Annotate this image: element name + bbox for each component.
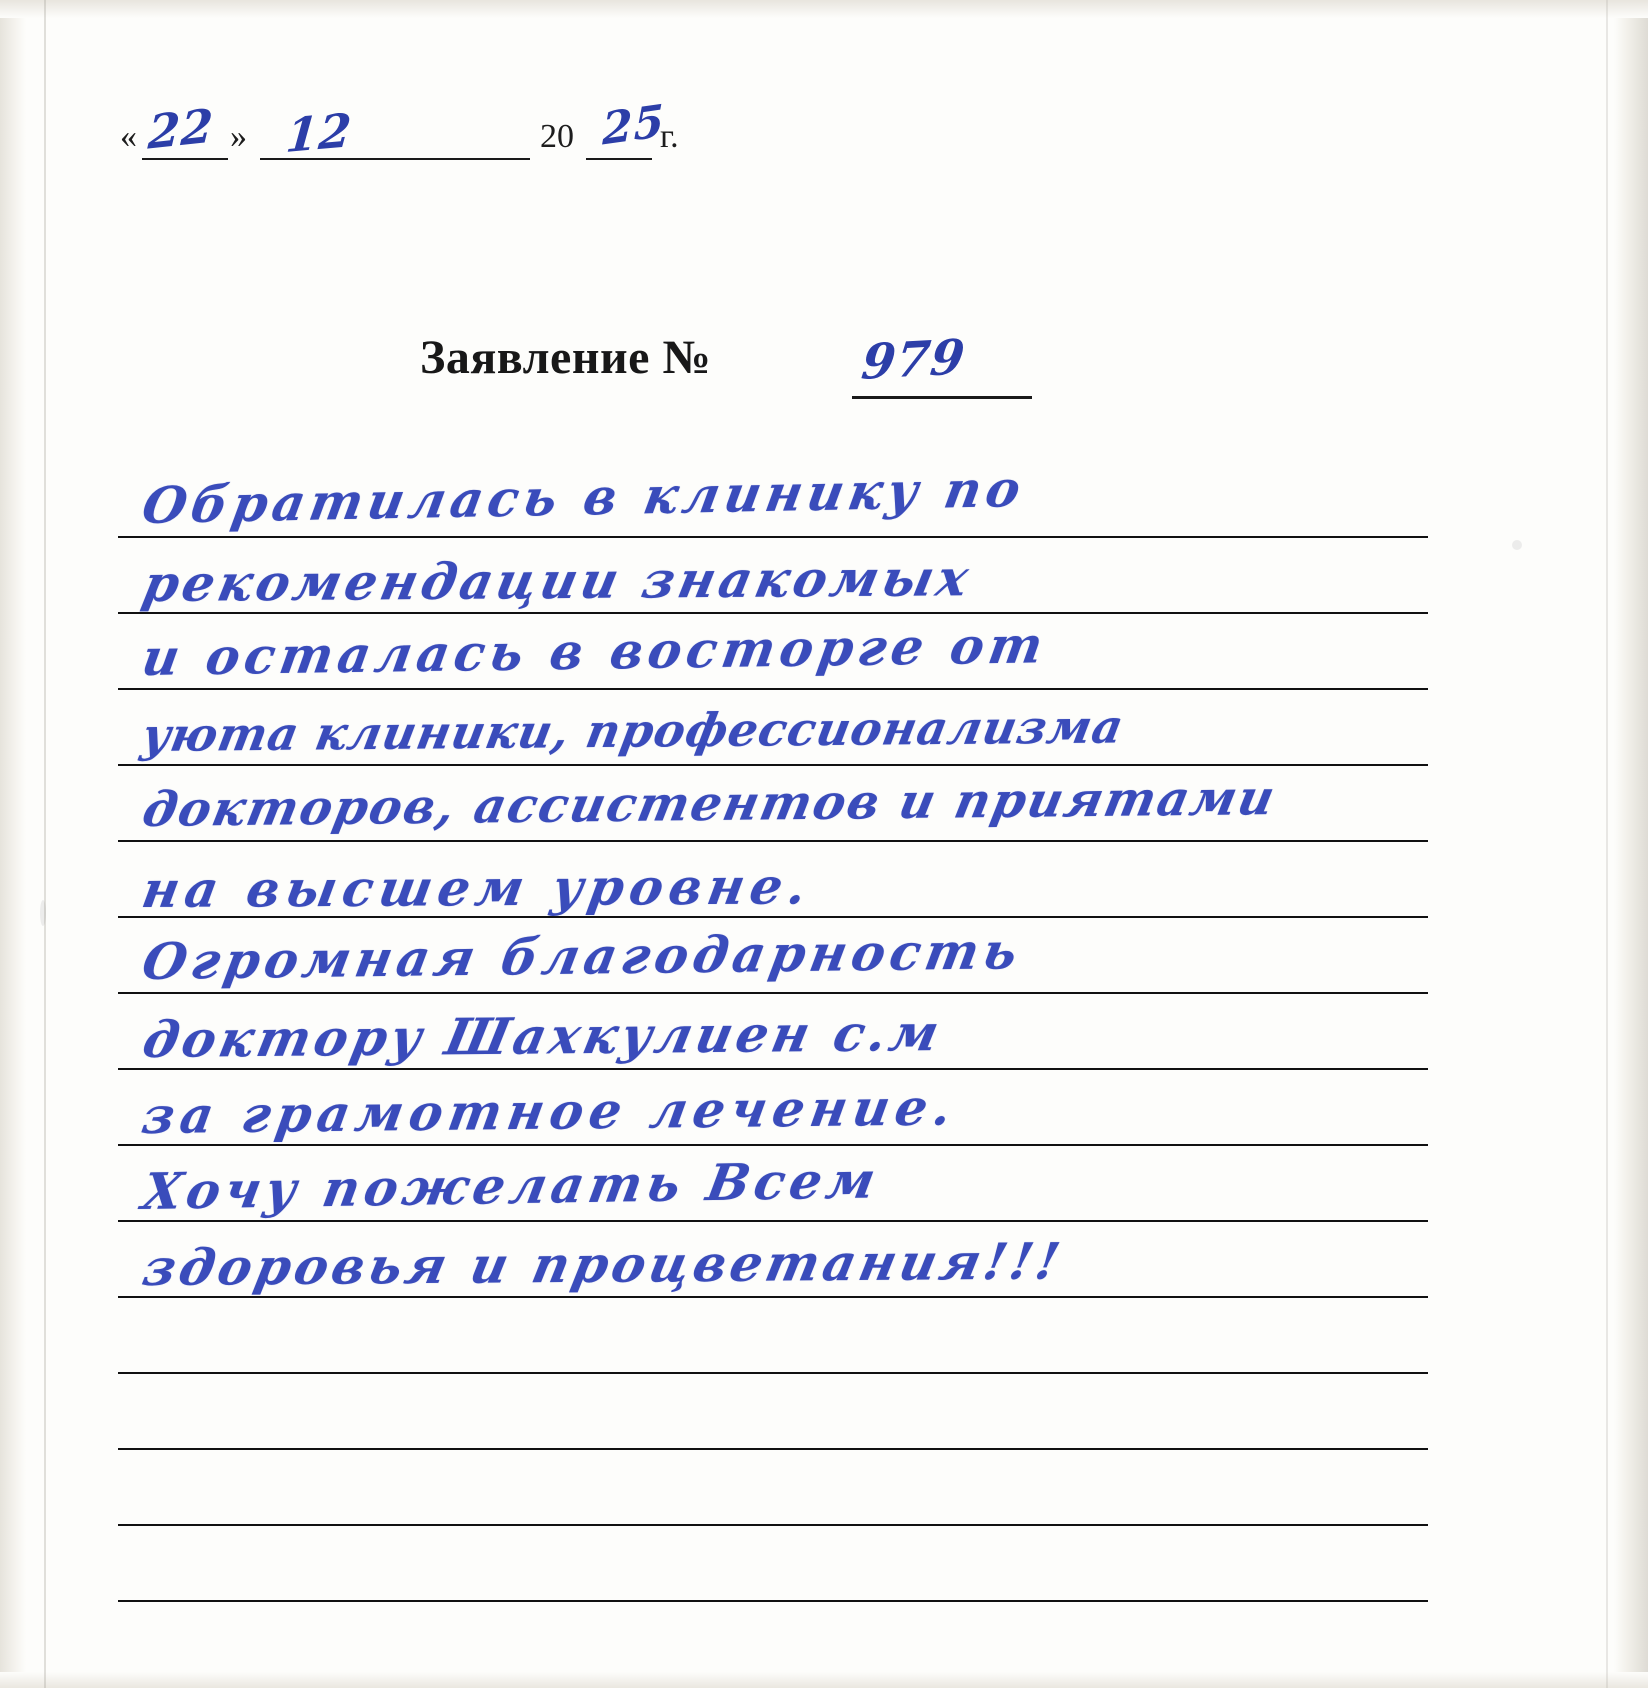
date-day-value: 22 [146, 98, 216, 160]
date-quote-open: « [120, 118, 137, 155]
page-edge-top [0, 0, 1648, 18]
rule-line [118, 688, 1428, 690]
page-edge-right [1614, 0, 1648, 1688]
rule-line-empty [118, 1524, 1428, 1526]
paper-mark [40, 900, 46, 926]
paper-mark [1512, 540, 1522, 550]
date-line [120, 96, 820, 166]
date-month-value: 12 [283, 102, 355, 164]
handwritten-line: рекомендации знакомых [138, 548, 978, 613]
page-edge-bottom [0, 1672, 1648, 1688]
rule-line [118, 1220, 1428, 1222]
handwritten-line: и осталась в восторге от [138, 615, 1052, 687]
date-year-rule [586, 158, 652, 160]
rule-line [118, 536, 1428, 538]
statement-number-value: 979 [858, 329, 969, 391]
date-suffix-label: г. [660, 118, 679, 155]
page-title: Заявление № [420, 331, 712, 384]
rule-line [118, 612, 1428, 614]
rule-line [118, 764, 1428, 766]
title-number-rule [852, 396, 1032, 399]
page-edge-left [0, 0, 26, 1688]
handwritten-line: доктору Шахкулиен с.м [138, 1002, 948, 1069]
rule-line [118, 1144, 1428, 1146]
rule-line [118, 1296, 1428, 1298]
rule-line-empty [118, 1372, 1428, 1374]
date-quote-close: » [230, 118, 247, 155]
date-year-prefix: 20 [540, 118, 574, 155]
rule-line [118, 992, 1428, 994]
handwritten-line: на высшем уровне. [138, 856, 817, 919]
handwritten-line: уюта клиники, профессионализма [138, 699, 1129, 762]
handwritten-line: Хочу пожелать Всем [138, 1150, 885, 1221]
rule-line [118, 840, 1428, 842]
ruled-writing-area [118, 458, 1428, 1630]
page-fold-right [1606, 0, 1608, 1688]
handwritten-line: за грамотное лечение. [138, 1077, 962, 1145]
document-title [420, 330, 1120, 410]
handwritten-line: здоровья и процветания!!! [138, 1231, 1069, 1297]
rule-line-empty [118, 1600, 1428, 1602]
date-year-value: 25 [602, 95, 665, 156]
rule-line [118, 1068, 1428, 1070]
page-fold-left [44, 0, 46, 1688]
handwritten-line: Обратилась в клинику по [138, 458, 1030, 535]
rule-line-empty [118, 1448, 1428, 1450]
handwritten-line: Огромная благодарность [138, 921, 1028, 991]
handwritten-line: докторов, ассистентов и приятами [138, 770, 1282, 838]
